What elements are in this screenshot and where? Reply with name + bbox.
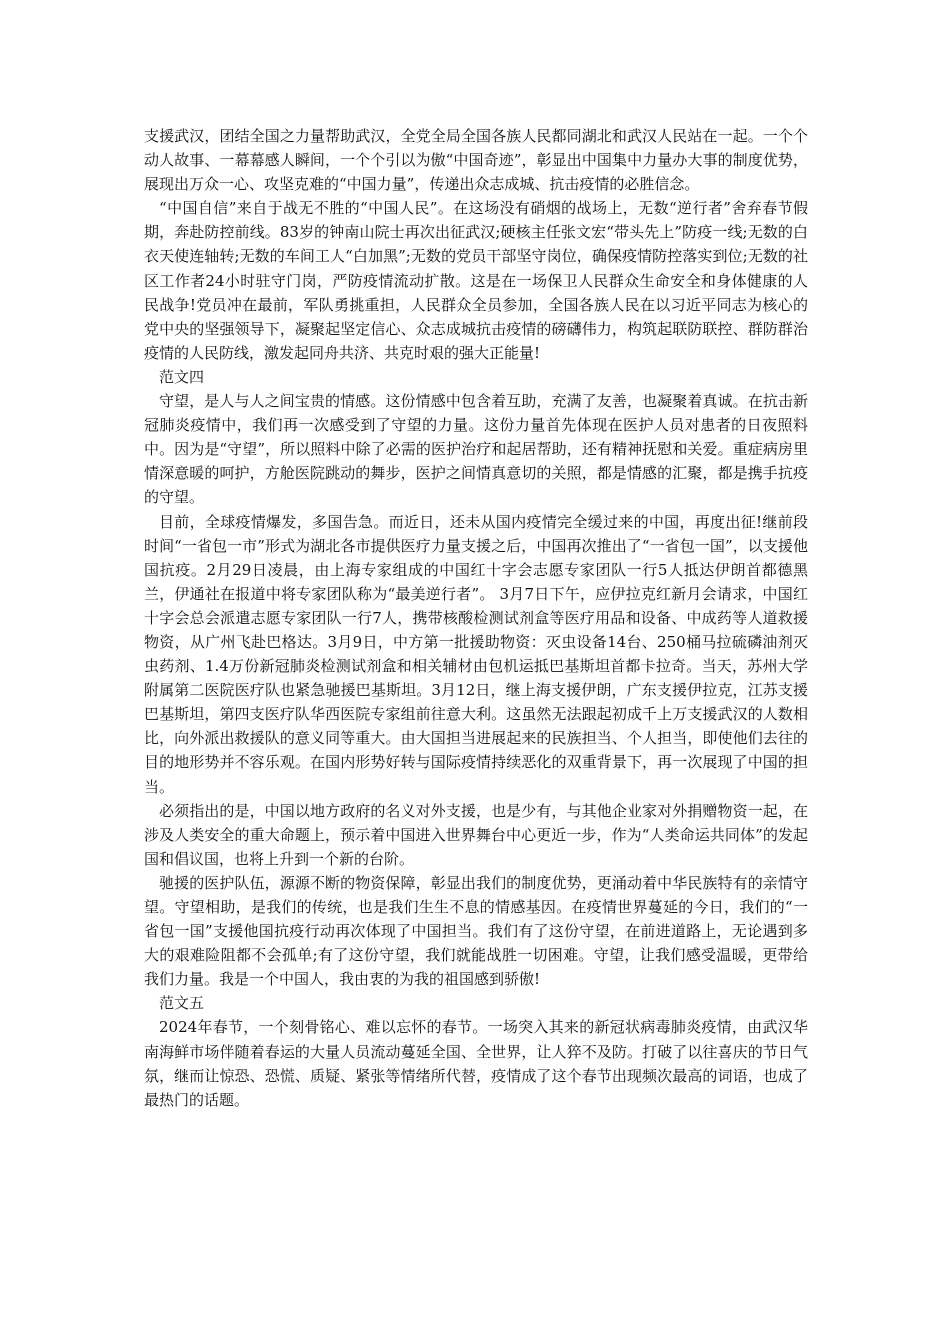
paragraph-1: 支援武汉，团结全国之力量帮助武汉，全党全局全国各族人民都同湖北和武汉人民站在一起。一个个动人故事、一幕幕感人瞬间，一个个引以为傲“中国奇迹”，彰显出中国集中力量办大事的制度优势，展现出万众一心、攻坚克难的“中国力量”，传递出众志成城、抗击疫情的必胜信念。 — [144, 127, 808, 194]
paragraph-2: “中国自信”来自于战无不胜的“中国人民”。在这场没有硝烟的战场上，无数“逆行者”舍弃春节假期，奔赴防控前线。83岁的钟南山院士再次出征武汉;硬核主任张文宏“带头先上”防疫一线;无数的白衣天使连轴转;无数的车间工人“白加黑”;无数的党员干部坚守岗位，确保疫情防控落实到位;无数的社区工作者24小时驻守门岗，严防疫情流动扩散。这是在一场保卫人民群众生命安全和身体健康的人民战争!党员冲在最前，军队勇挑重担，人民群众全员参加，全国各族人民在以习近平同志为核心的党中央的坚强领导下，凝聚起坚定信心、众志成城抗击疫情的磅礴伟力，构筑起联防联控、群防群治疫情的人民防线，激发起同舟共济、共克时艰的强大正能量! — [144, 199, 808, 362]
paragraph-7: 2024年春节，一个刻骨铭心、难以忘怀的春节。一场突入其来的新冠状病毒肺炎疫情，由武汉华南海鲜市场伴随着春运的大量人员流动蔓延全国、全世界，让人猝不及防。打破了以往喜庆的节日气氛，继而让惊恐、恐慌、质疑、紧张等情绪所代替，疫情成了这个春节出现频次最高的词语，也成了最热门的话题。 — [144, 1018, 808, 1109]
document-page — [144, 124, 808, 1112]
paragraph-4: 目前，全球疫情爆发，多国告急。而近日，还未从国内疫情完全缓过来的中国，再度出征!继前段时间“一省包一市”形式为湖北各市提供医疗力量支援之后，中国再次推出了“一省包一国”，以支援他国抗疫。2月29日凌晨，由上海专家组成的中国红十字会志愿专家团队一行5人抵达伊朗首都德黑兰，伊通社在报道中将专家团队称为“最美逆行者”。 3月7日下午，应伊拉克红新月会请求，中国红十字会总会派遣志愿专家团队一行7人，携带核酸检测试剂盒等医疗用品和设备、中成药等人道救援物资，从广州飞赴巴格达。3月9日，中方第一批援助物资：灭虫设备14台、250桶马拉硫磷油剂灭虫药剂、1.4万份新冠肺炎检测试剂盒和相关辅材由包机运抵巴基斯坦首都卡拉奇。当天，苏州大学附属第二医院医疗队也紧急驰援巴基斯坦。3月12日，继上海支援伊朗，广东支援伊拉克，江苏支援巴基斯坦，第四支医疗队华西医院专家组前往意大利。这虽然无法跟起初成千上万支援武汉的人数相比，向外派出救援队的意义同等重大。由大国担当进展起来的民族担当、个人担当，即使他们去往的目的地形势并不容乐观。在国内形势好转与国际疫情持续恶化的双重背景下，再一次展现了中国的担当。 — [144, 512, 808, 796]
paragraph-6: 驰援的医护队伍，源源不断的物资保障，彰显出我们的制度优势，更涌动着中华民族特有的亲情守望。守望相助，是我们的传统，也是我们生生不息的情感基因。在疫情世界蔓延的今日，我们的“一省包一国”支援他国抗疫行动再次体现了中国担当。我们有了这份守望，在前进道路上，无论遇到多大的艰难险阻都不会孤单;有了这份守望，我们就能战胜一切困难。守望，让我们感受温暖，更带给我们力量。我是一个中国人，我由衷的为我的祖国感到骄傲! — [144, 873, 808, 989]
paragraph-5: 必须指出的是，中国以地方政府的名义对外支援，也是少有，与其他企业家对外捐赠物资一起，在涉及人类安全的重大命题上，预示着中国进入世界舞台中心更近一步，作为“人类命运共同体”的发起国和倡议国，也将上升到一个新的台阶。 — [144, 801, 808, 868]
paragraph-3: 守望，是人与人之间宝贵的情感。这份情感中包含着互助，充满了友善，也凝聚着真诚。在抗击新冠肺炎疫情中，我们再一次感受到了守望的力量。这份力量首先体现在医护人员对患者的日夜照料中。因为是“守望”，所以照料中除了必需的医护治疗和起居帮助，还有精神抚慰和关爱。重症病房里情深意暖的呵护，方舱医院跳动的舞步，医护之间情真意切的关照，都是情感的汇聚，都是携手抗疫的守望。 — [144, 392, 808, 507]
section-heading-fanwen-4: 范文四 — [159, 367, 205, 386]
section-heading-fanwen-5: 范文五 — [159, 994, 205, 1013]
